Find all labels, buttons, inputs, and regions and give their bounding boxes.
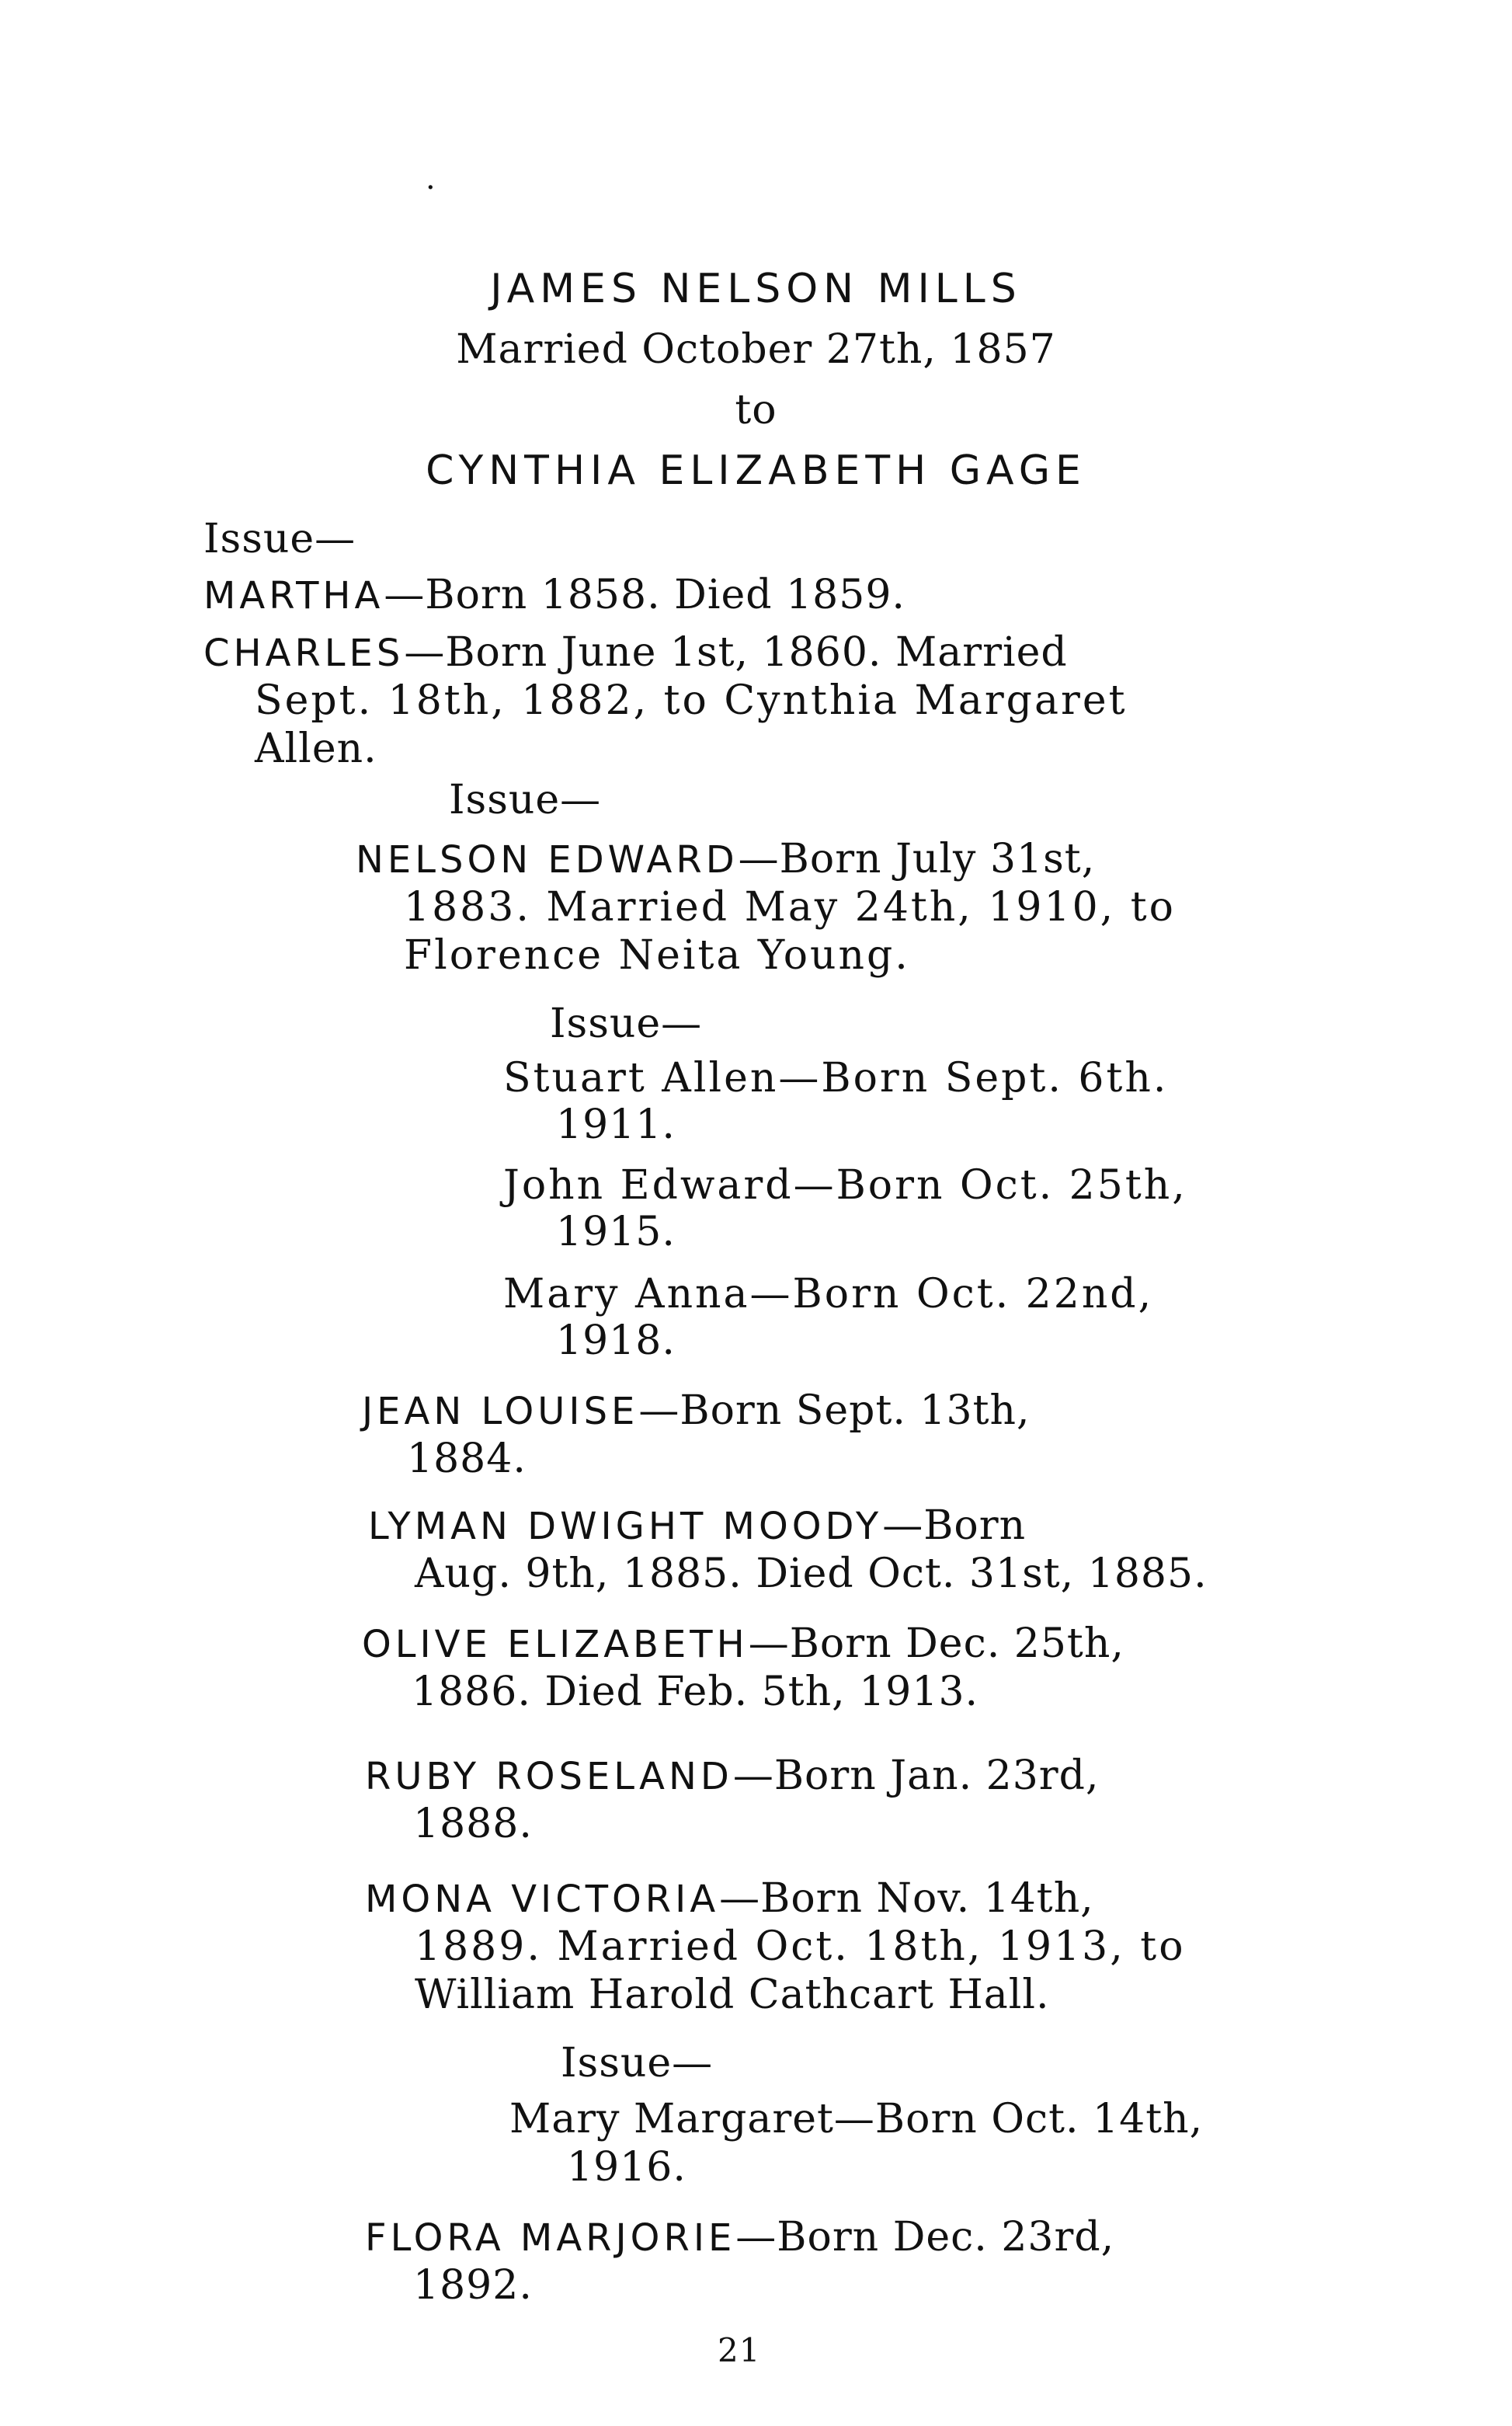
entry-martha: [203, 570, 905, 621]
child-details: —Born Sept. 13th,: [638, 1387, 1031, 1434]
olive-line-2: 1886. Died Feb. 5th, 1913.: [412, 1669, 979, 1715]
entry-jean-louise: [362, 1386, 1031, 1436]
charles-line-2: Sept. 18th, 1882, to Cynthia Margaret: [255, 677, 1128, 724]
child-details: —Born Nov. 14th,: [719, 1875, 1094, 1922]
child-name: OLIVE ELIZABETH: [362, 1623, 749, 1666]
child-details: —Born Dec. 23rd,: [735, 2214, 1115, 2261]
child-name: RUBY ROSELAND: [365, 1755, 733, 1798]
child-details: —Born June 1st, 1860. Married: [404, 629, 1068, 676]
entry-john-edward: John Edward—Born Oct. 25th,: [503, 1162, 1187, 1209]
speck-mark: ·: [426, 170, 436, 206]
entry-charles: [203, 628, 1068, 678]
entry-ruby-roseland: [365, 1751, 1099, 1801]
page-title: JAMES NELSON MILLS: [490, 266, 1022, 312]
entry-flora-marjorie: [365, 2212, 1114, 2263]
stuart-line-2: 1911.: [556, 1102, 676, 1148]
entry-mary-anna: Mary Anna—Born Oct. 22nd,: [503, 1271, 1154, 1317]
mona-line-3: William Harold Cathcart Hall.: [415, 1972, 1050, 2018]
marriage-date: Married October 27th, 1857: [456, 326, 1056, 373]
entry-stuart-allen: Stuart Allen—Born Sept. 6th.: [503, 1055, 1169, 1102]
lyman-line-2: Aug. 9th, 1885. Died Oct. 31st, 1885.: [415, 1551, 1208, 1597]
entry-nelson-edward: [356, 834, 1095, 885]
ruby-line-2: 1888.: [413, 1801, 533, 1847]
mona-issue-label: Issue—: [561, 2040, 714, 2087]
child-name: CHARLES: [203, 632, 405, 675]
child-details: —Born 1858. Died 1859.: [384, 572, 905, 618]
entry-lyman-dwight-moody: [368, 1501, 1026, 1551]
child-name: MARTHA: [203, 574, 384, 618]
jean-line-2: 1884.: [407, 1436, 527, 1482]
child-details: —Born Dec. 25th,: [748, 1620, 1124, 1667]
entry-olive-elizabeth: [362, 1619, 1124, 1669]
spouse-name: CYNTHIA ELIZABETH GAGE: [426, 447, 1086, 494]
nelson-line-2: 1883. Married May 24th, 1910, to: [404, 884, 1176, 931]
mary-anna-line-2: 1918.: [556, 1317, 676, 1364]
child-name: MONA VICTORIA: [365, 1878, 720, 1921]
to-word: to: [735, 387, 777, 433]
nelson-issue-label: Issue—: [550, 1001, 703, 1047]
charles-issue-label: Issue—: [449, 777, 602, 823]
entry-mona-victoria: [365, 1874, 1094, 1924]
mona-line-2: 1889. Married Oct. 18th, 1913, to: [415, 1923, 1186, 1970]
child-details: —Born Jan. 23rd,: [732, 1752, 1100, 1799]
entry-mary-margaret: Mary Margaret—Born Oct. 14th,: [509, 2096, 1204, 2142]
child-name: JEAN LOUISE: [362, 1390, 639, 1433]
child-details: —Born: [882, 1502, 1027, 1549]
page-number: 21: [718, 2331, 761, 2369]
child-details: —Born July 31st,: [738, 836, 1096, 882]
child-name: NELSON EDWARD: [356, 838, 739, 882]
nelson-line-3: Florence Neita Young.: [404, 932, 910, 979]
charles-line-3: Allen.: [255, 726, 377, 772]
mary-margaret-line-2: 1916.: [567, 2144, 686, 2191]
child-name: FLORA MARJORIE: [365, 2216, 736, 2260]
child-name: LYMAN DWIGHT MOODY: [368, 1505, 883, 1548]
john-line-2: 1915.: [556, 1209, 676, 1255]
flora-line-2: 1892.: [413, 2262, 533, 2309]
issue-label: Issue—: [203, 516, 356, 562]
